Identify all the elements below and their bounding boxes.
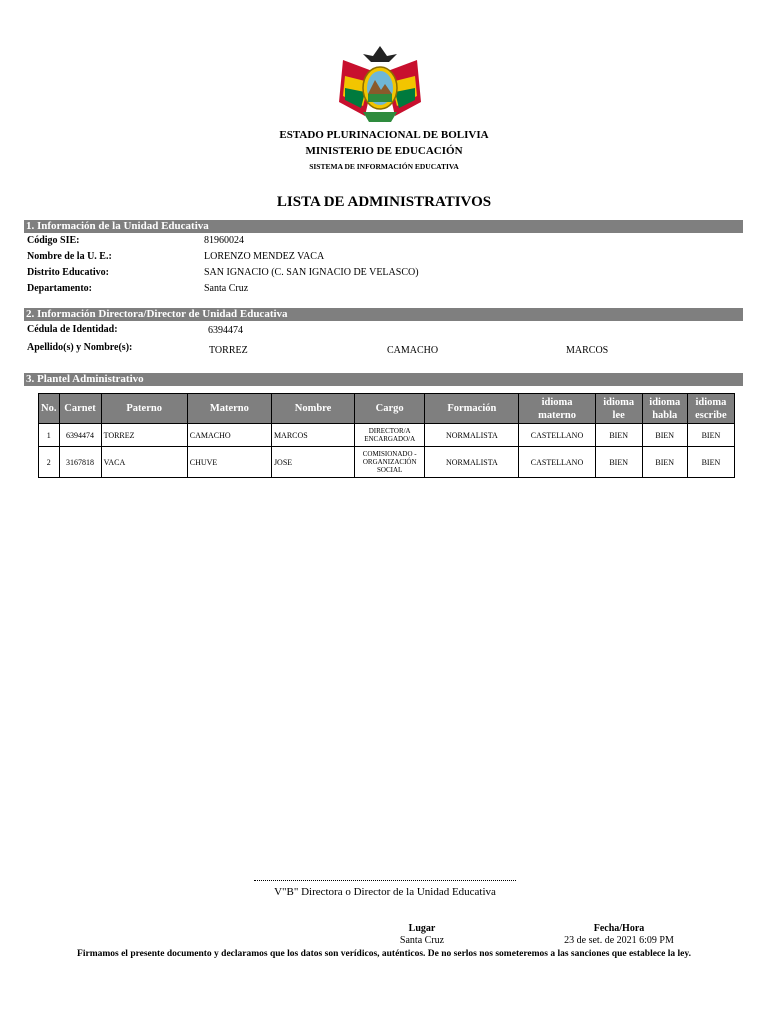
nombre-ue-label: Nombre de la U. E.: (27, 251, 112, 262)
cell-idioma-escribe: BIEN (687, 447, 734, 478)
cell-cargo: COMISIONADO - ORGANIZACIÓN SOCIAL (355, 447, 425, 478)
section2-heading: 2. Información Directora/Director de Unidad Educativa (24, 308, 743, 321)
table-row (39, 424, 735, 447)
section3-heading: 3. Plantel Administrativo (24, 373, 743, 386)
cell-paterno: TORREZ (101, 424, 187, 447)
column-header: Materno (187, 394, 271, 424)
column-header: idioma escribe (687, 394, 734, 424)
table-row (39, 447, 735, 478)
cell-nombre: MARCOS (271, 424, 354, 447)
departamento-label: Departamento: (27, 283, 92, 294)
apellidos-label: Apellido(s) y Nombre(s): (27, 342, 133, 353)
plantel-table (38, 393, 735, 478)
nombre-ue-value: LORENZO MENDEZ VACA (204, 251, 325, 262)
cell-carnet: 3167818 (59, 447, 101, 478)
ministry-name: MINISTERIO DE EDUCACIÓN (305, 145, 463, 157)
cell-materno: CHUVE (187, 447, 271, 478)
director-nombre: MARCOS (566, 345, 609, 356)
cedula-value: 6394474 (208, 325, 243, 336)
bolivia-coat-of-arms-icon (335, 42, 425, 126)
column-header: Nombre (271, 394, 354, 424)
director-paterno: TORREZ (209, 345, 248, 356)
column-header: idioma habla (642, 394, 687, 424)
cell-idioma-habla: BIEN (642, 447, 687, 478)
cell-formacion: NORMALISTA (425, 424, 519, 447)
cell-no: 2 (39, 447, 60, 478)
cell-formacion: NORMALISTA (425, 447, 519, 478)
state-name: ESTADO PLURINACIONAL DE BOLIVIA (279, 129, 489, 141)
cell-paterno: VACA (101, 447, 187, 478)
declaration-text: Firmamos el presente documento y declaramos que los datos son verídicos, auténticos. De no serlos nos someteremos a las sanciones que establece la ley. (77, 949, 691, 959)
fecha-value: 23 de set. de 2021 6:09 PM (564, 935, 674, 946)
lugar-label: Lugar (408, 923, 436, 934)
cell-idioma-lee: BIEN (595, 447, 642, 478)
lugar-value: Santa Cruz (399, 935, 445, 946)
cell-carnet: 6394474 (59, 424, 101, 447)
cell-idioma-materno: CASTELLANO (519, 424, 595, 447)
column-header: Cargo (355, 394, 425, 424)
codigo-sie-label: Código SIE: (27, 235, 80, 246)
fecha-label: Fecha/Hora (593, 923, 645, 934)
cell-nombre: JOSE (271, 447, 354, 478)
codigo-sie-value: 81960024 (204, 235, 244, 246)
cedula-label: Cédula de Identidad: (27, 324, 118, 335)
cell-idioma-escribe: BIEN (687, 424, 734, 447)
section1-heading: 1. Información de la Unidad Educativa (24, 220, 743, 233)
table-header-row (39, 394, 735, 424)
column-header: idioma lee (595, 394, 642, 424)
cell-cargo: DIRECTOR/A ENCARGADO/A (355, 424, 425, 447)
distrito-label: Distrito Educativo: (27, 267, 109, 278)
cell-idioma-materno: CASTELLANO (519, 447, 595, 478)
column-header: Paterno (101, 394, 187, 424)
system-name: SISTEMA DE INFORMACIÓN EDUCATIVA (309, 162, 459, 171)
cell-no: 1 (39, 424, 60, 447)
column-header: Formación (425, 394, 519, 424)
cell-materno: CAMACHO (187, 424, 271, 447)
cell-idioma-habla: BIEN (642, 424, 687, 447)
column-header: Carnet (59, 394, 101, 424)
departamento-value: Santa Cruz (204, 283, 249, 294)
signature-line (254, 872, 516, 881)
distrito-value: SAN IGNACIO (C. SAN IGNACIO DE VELASCO) (204, 267, 419, 278)
column-header: idioma materno (519, 394, 595, 424)
director-materno: CAMACHO (387, 345, 439, 356)
signature-label: V"B" Directora o Director de la Unidad Educativa (274, 886, 496, 898)
cell-idioma-lee: BIEN (595, 424, 642, 447)
column-header: No. (39, 394, 60, 424)
page-title: LISTA DE ADMINISTRATIVOS (276, 194, 492, 210)
